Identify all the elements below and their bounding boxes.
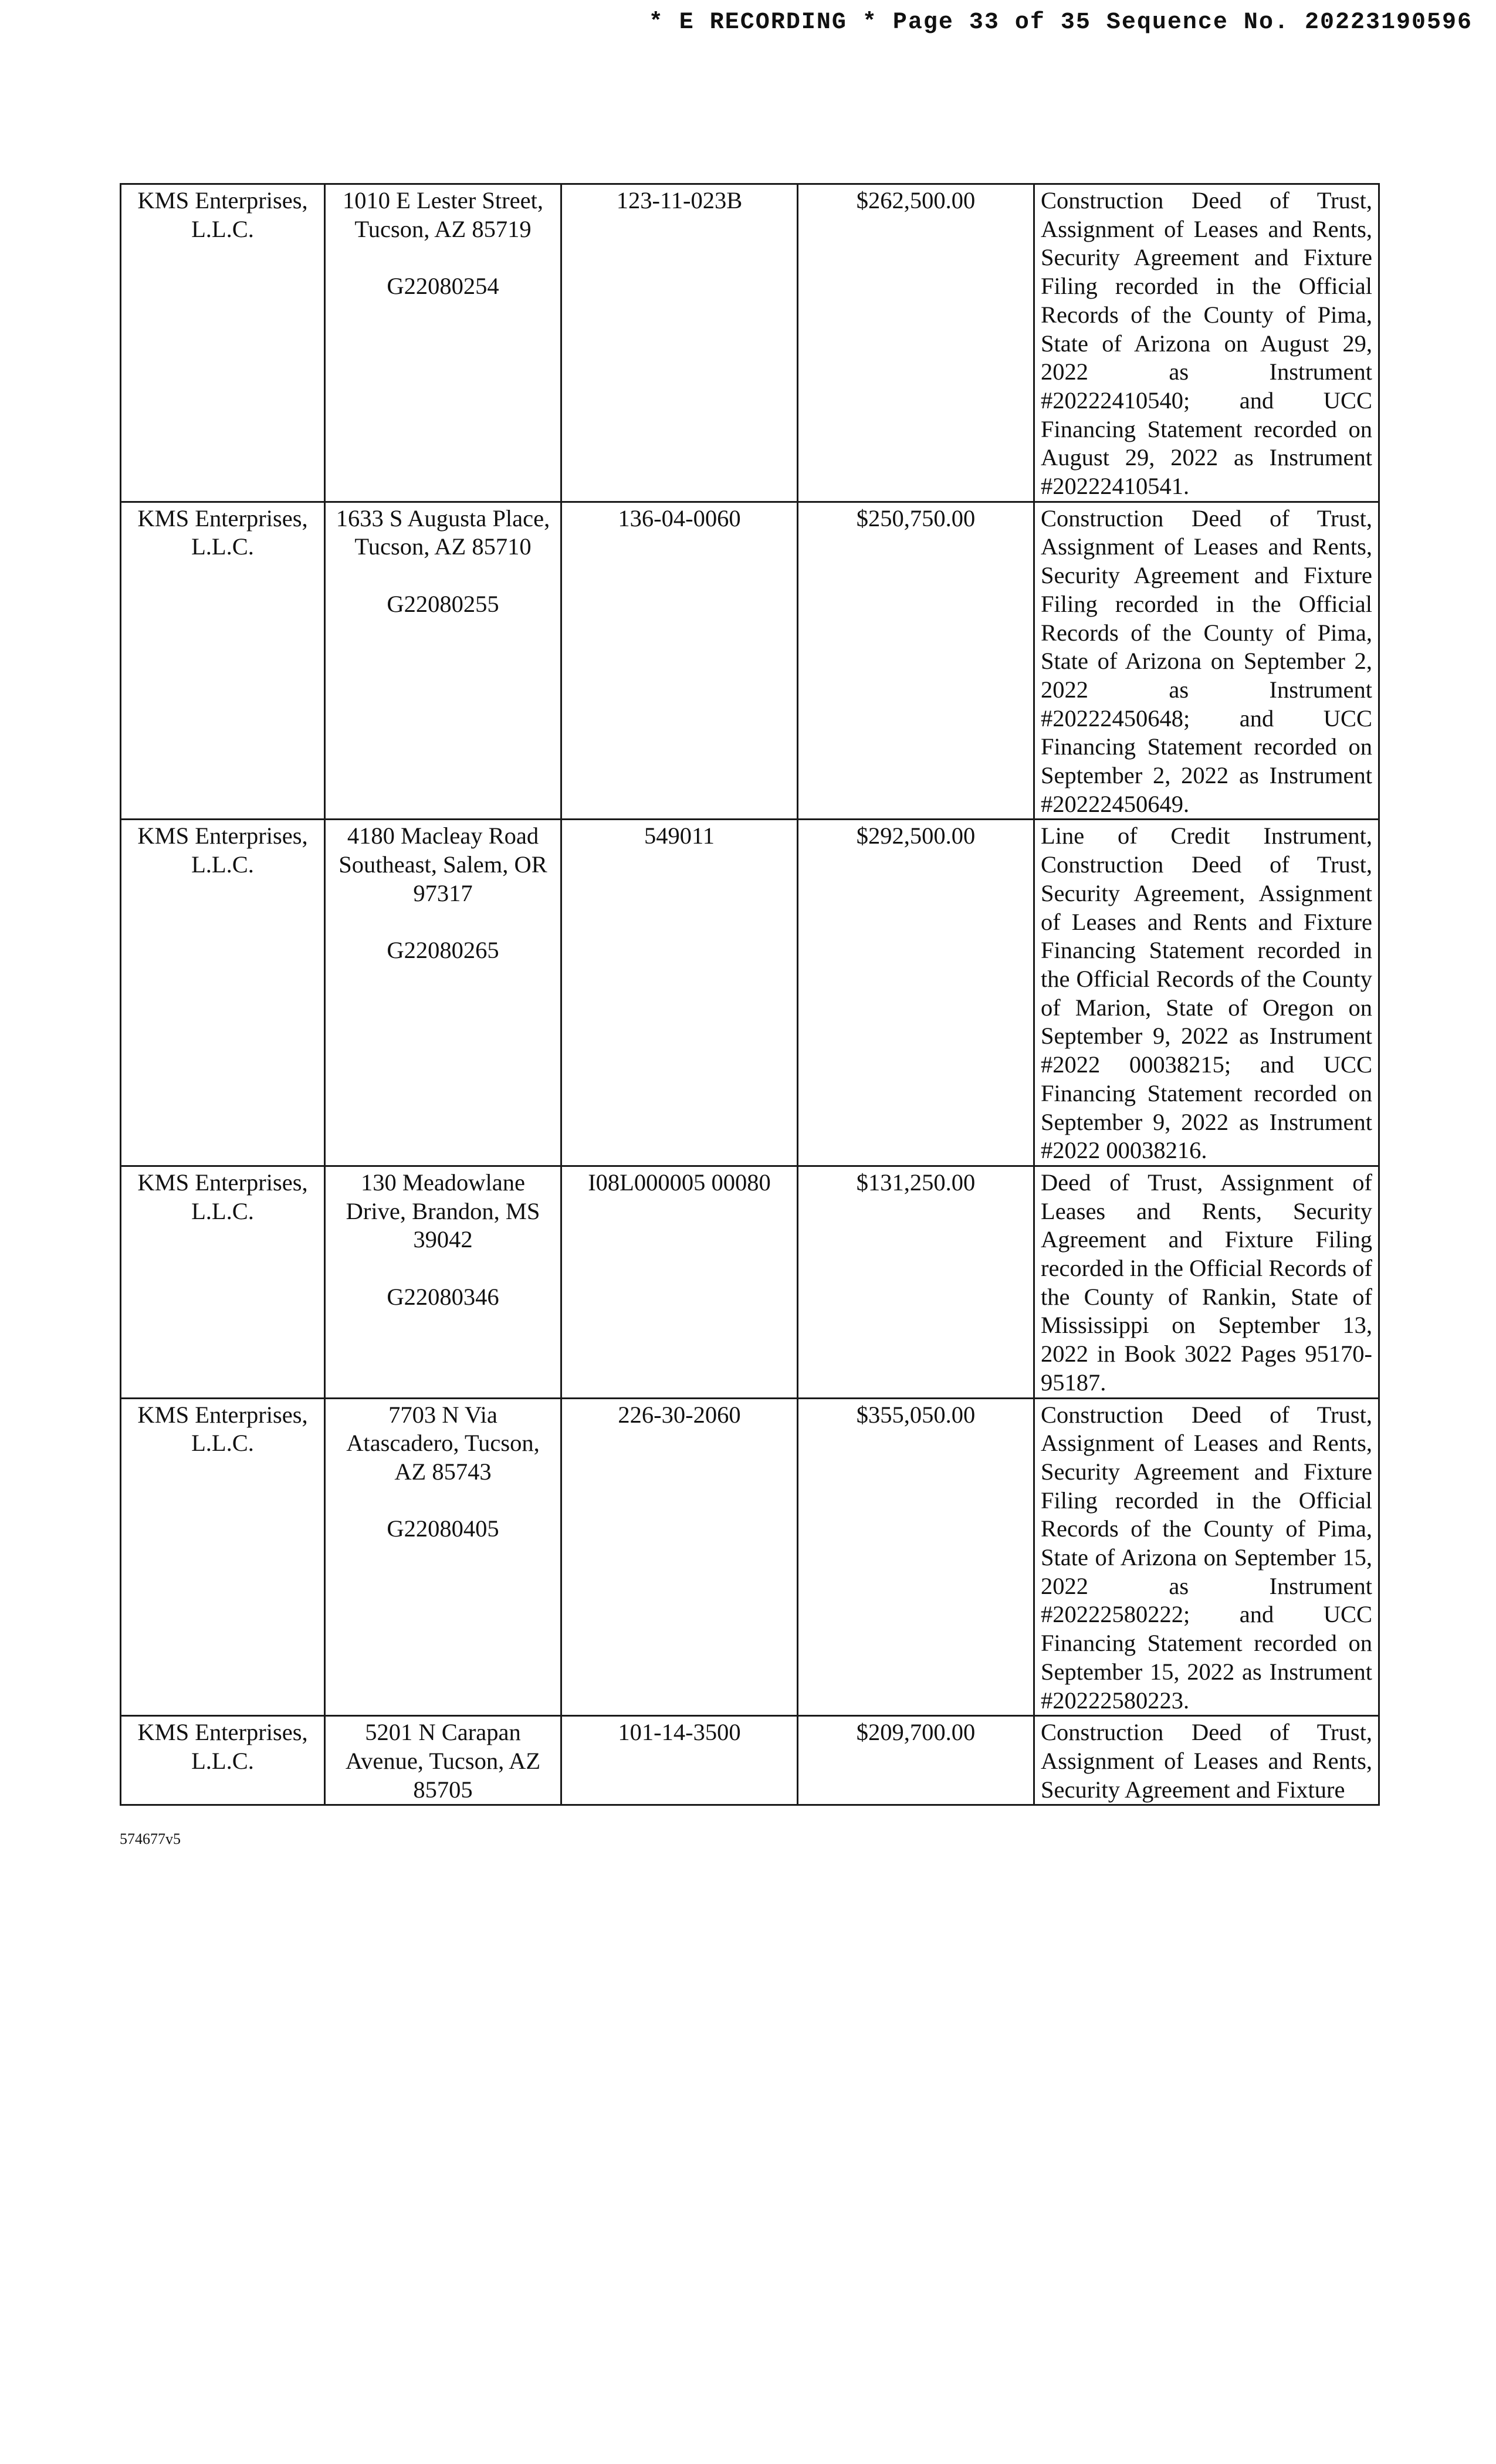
property-address: 1010 E Lester Street, Tucson, AZ 85719 [343,187,543,242]
amount-cell: $292,500.00 [798,820,1034,1166]
owner-cell: KMS Enterprises, L.L.C. [121,184,325,502]
table-row [121,184,1379,502]
property-address: 7703 N Via Atascadero, Tucson, AZ 85743 [346,1401,540,1485]
loan-number: G22080255 [387,590,499,617]
amount-cell: $250,750.00 [798,502,1034,820]
address-cell [325,184,561,502]
table-row [121,1716,1379,1805]
recording-header: * E RECORDING * Page 33 of 35 Sequence No. 20223190596 [648,9,1473,36]
parcel-cell: 101-14-3500 [561,1716,798,1805]
address-cell [325,1398,561,1716]
loan-number: G22080265 [387,937,499,964]
parcel-cell: 226-30-2060 [561,1398,798,1716]
property-records-table [120,183,1380,1806]
parcel-cell: 123-11-023B [561,184,798,502]
amount-cell: $262,500.00 [798,184,1034,502]
parcel-cell: I08L000005 00080 [561,1166,798,1398]
description-cell: Construction Deed of Trust, Assignment of Leases and Rents, Security Agreement and Fixture [1034,1716,1379,1805]
parcel-cell: 549011 [561,820,798,1166]
loan-number: G22080254 [387,273,499,300]
description-cell: Deed of Trust, Assignment of Leases and Rents, Security Agreement and Fixture Filing recorded in the Official Records of the County of Rankin, State of Mississippi on September 13, 2022 in Book 3022 Pages 95170-95187. [1034,1166,1379,1398]
property-address: 130 Meadowlane Drive, Brandon, MS 39042 [346,1169,540,1253]
owner-cell: KMS Enterprises, L.L.C. [121,1716,325,1805]
table-row [121,1398,1379,1716]
loan-number: G22080405 [387,1515,499,1542]
address-cell [325,820,561,1166]
description-cell: Line of Credit Instrument, Construction Deed of Trust, Security Agreement, Assignment of Leases and Rents and Fixture Financing Statement recorded in the Official Records of the County of Marion, State of Oregon on September 9, 2022 as Instrument #2022 00038215; and UCC Financing Statement recorded on September 9, 2022 as Instrument #2022 00038216. [1034,820,1379,1166]
description-cell: Construction Deed of Trust, Assignment of Leases and Rents, Security Agreement and Fixture Filing recorded in the Official Records of the County of Pima, State of Arizona on September 15, 2022 as Instrument #20222580222; and UCC Financing Statement recorded on September 15, 2022 as Instrument #20222580223. [1034,1398,1379,1716]
description-cell: Construction Deed of Trust, Assignment of Leases and Rents, Security Agreement and Fixture Filing recorded in the Official Records of the County of Pima, State of Arizona on August 29, 2022 as Instrument #20222410540; and UCC Financing Statement recorded on August 29, 2022 as Instrument #20222410541. [1034,184,1379,502]
table-row [121,1166,1379,1398]
address-cell [325,502,561,820]
owner-cell: KMS Enterprises, L.L.C. [121,502,325,820]
amount-cell: $209,700.00 [798,1716,1034,1805]
property-address: 5201 N Carapan Avenue, Tucson, AZ 85705 [345,1719,541,1803]
amount-cell: $355,050.00 [798,1398,1034,1716]
description-cell: Construction Deed of Trust, Assignment of Leases and Rents, Security Agreement and Fixture Filing recorded in the Official Records of the County of Pima, State of Arizona on September 2, 2022 as Instrument #20222450648; and UCC Financing Statement recorded on September 2, 2022 as Instrument #20222450649. [1034,502,1379,820]
owner-cell: KMS Enterprises, L.L.C. [121,1166,325,1398]
table-row [121,820,1379,1166]
address-cell [325,1716,561,1805]
owner-cell: KMS Enterprises, L.L.C. [121,820,325,1166]
loan-number: G22080346 [387,1283,499,1310]
property-address: 4180 Macleay Road Southeast, Salem, OR 97317 [339,823,547,906]
document-id: 574677v5 [120,1830,181,1847]
address-cell [325,1166,561,1398]
owner-cell: KMS Enterprises, L.L.C. [121,1398,325,1716]
parcel-cell: 136-04-0060 [561,502,798,820]
property-address: 1633 S Augusta Place, Tucson, AZ 85710 [336,505,550,560]
table-row [121,502,1379,820]
amount-cell: $131,250.00 [798,1166,1034,1398]
